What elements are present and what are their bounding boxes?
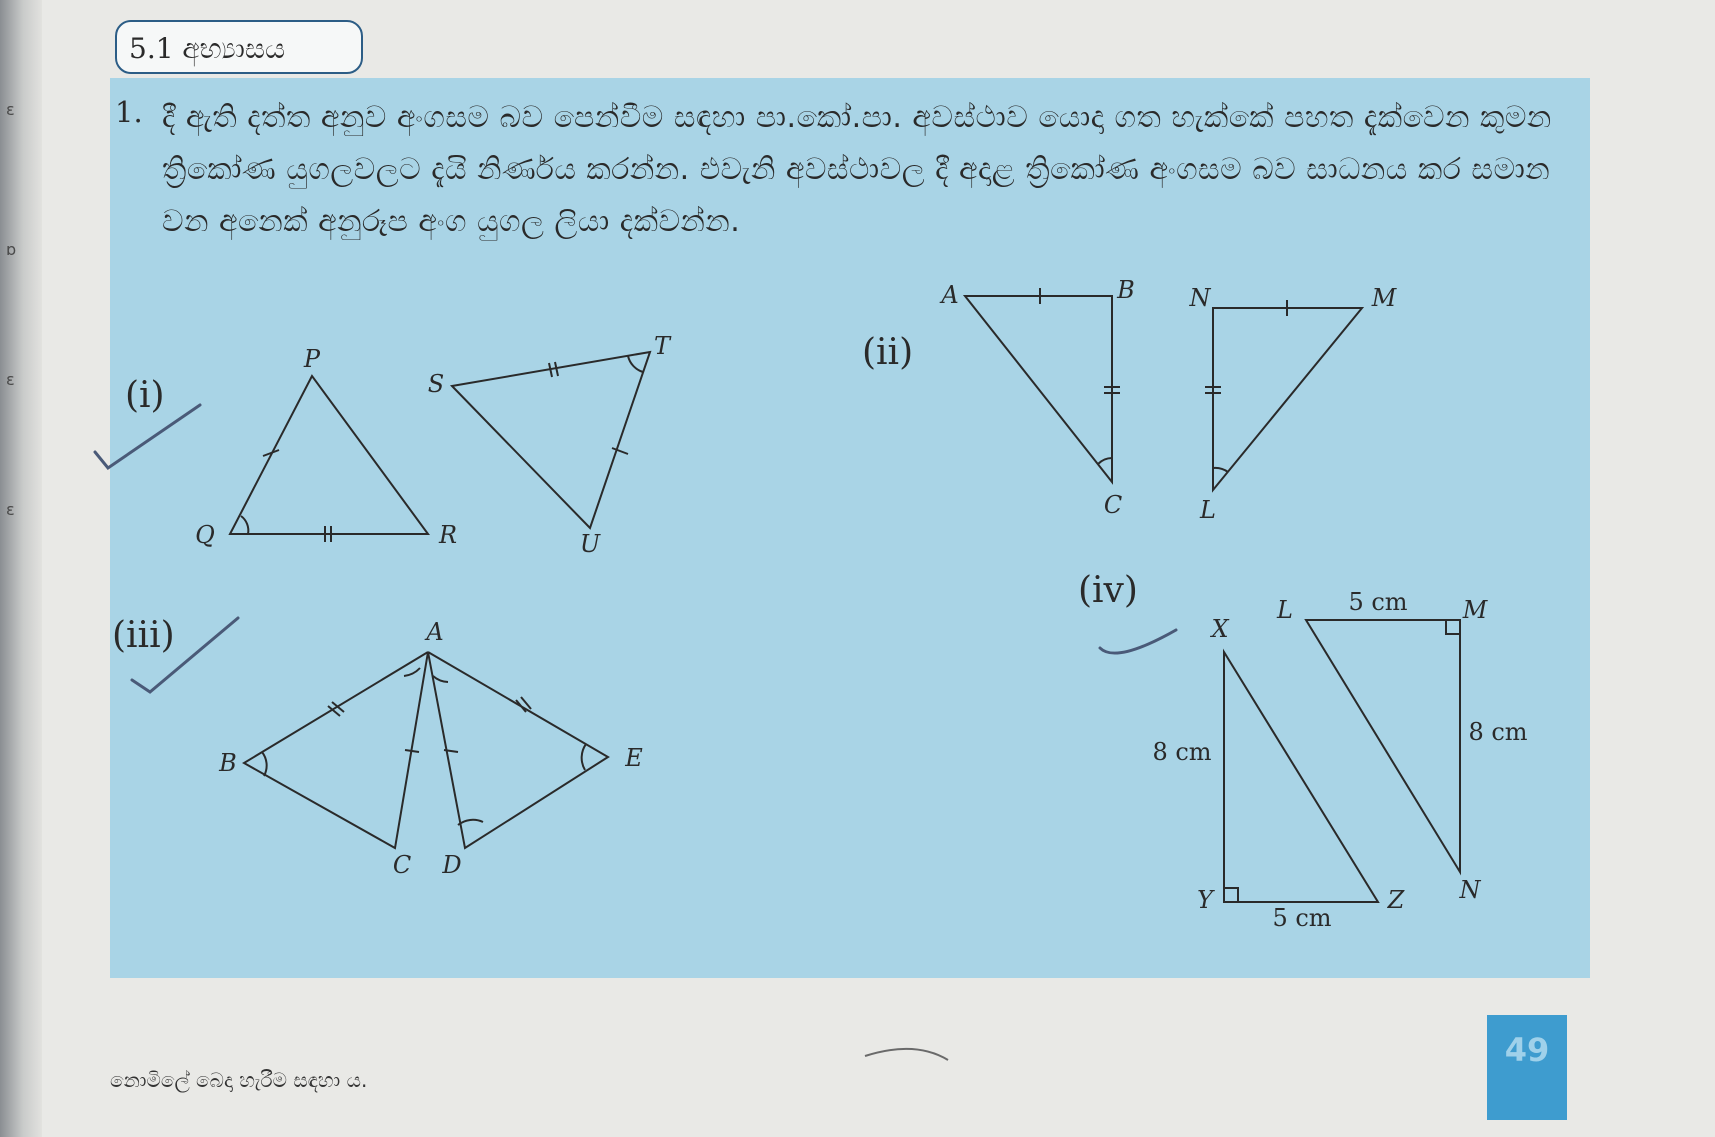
figure-i-triangle-pqr (230, 376, 428, 542)
vertex-label-b-iii: B (219, 749, 237, 777)
vertex-label-n-ii: N (1189, 284, 1211, 312)
vertex-label-c-ii: C (1103, 491, 1123, 519)
measure-yz: 5 cm (1272, 904, 1332, 932)
figure-iii-triangles (244, 652, 608, 848)
vertex-label-a-iii: A (426, 618, 444, 646)
figure-i-triangle-stu (452, 352, 650, 528)
figure-ii-triangle-abc (965, 288, 1120, 482)
vertex-label-s: S (427, 370, 445, 398)
figure-iv-triangle-xyz (1224, 652, 1378, 902)
part-label-iv: (iv) (1078, 570, 1138, 611)
vertex-label-u: U (579, 530, 601, 558)
vertex-label-p: P (303, 345, 321, 373)
vertex-label-m-iv: M (1462, 596, 1488, 624)
measure-xy: 8 cm (1152, 738, 1212, 766)
part-label-i: (i) (125, 375, 165, 416)
spine-edge-mark: ε (6, 370, 15, 389)
figure-iv-triangle-lmn (1306, 620, 1460, 872)
vertex-label-a-ii: A (941, 281, 959, 309)
vertex-label-r: R (438, 521, 458, 549)
page-number-tab: 49 (1487, 1015, 1567, 1120)
spine-edge-mark: ɒ (6, 240, 17, 259)
question-text: දී ඇති දත්ත අනුව අංගසම බව පෙන්වීම සඳහා පා.කෝ.පා. අවස්ථාව යොදා ගත හැක්කේ පහත දැක්වෙන කුමන ත්‍රිකෝණ යුගලවලට දැයි නිර්ණය කරන්න. එවැනි අවස්ථාවල දී අදාළ ත්‍රිකෝණ අංගසම බව සාධනය කර සමාන වන අනෙක් අනුරූප අංග යුගල ලියා දක්වන්න. (162, 100, 1552, 239)
measure-lm: 5 cm (1348, 588, 1408, 616)
vertex-label-q: Q (195, 521, 215, 549)
vertex-label-y: Y (1197, 886, 1213, 914)
vertex-label-x: X (1211, 615, 1229, 643)
vertex-label-t: T (653, 332, 671, 360)
pencil-tick-marks (95, 405, 1176, 692)
part-label-ii: (ii) (862, 332, 914, 373)
vertex-label-b-ii: B (1117, 276, 1135, 304)
vertex-label-l-ii: L (1200, 496, 1216, 524)
spine-edge-mark: ε (6, 100, 15, 119)
vertex-label-d-iii: D (442, 851, 462, 879)
measure-mn: 8 cm (1468, 718, 1528, 746)
vertex-label-l-iv: L (1277, 596, 1293, 624)
spine-edge-mark: ε (6, 500, 15, 519)
part-label-iii: (iii) (112, 615, 175, 656)
vertex-label-e-iii: E (625, 744, 643, 772)
vertex-label-c-iii: C (392, 851, 412, 879)
footer-note: නොමිලේ බෙදා හැරීම සඳහා ය. (110, 1068, 368, 1092)
section-title-badge: 5.1 අභ්‍යාසය (115, 20, 363, 74)
vertex-label-n-iv: N (1459, 876, 1481, 904)
question-number: 1. (115, 95, 143, 129)
figure-ii-triangle-nml (1205, 300, 1362, 490)
pencil-stray-mark (865, 1049, 948, 1060)
vertex-label-m-ii: M (1371, 284, 1397, 312)
vertex-label-z: Z (1387, 886, 1405, 914)
